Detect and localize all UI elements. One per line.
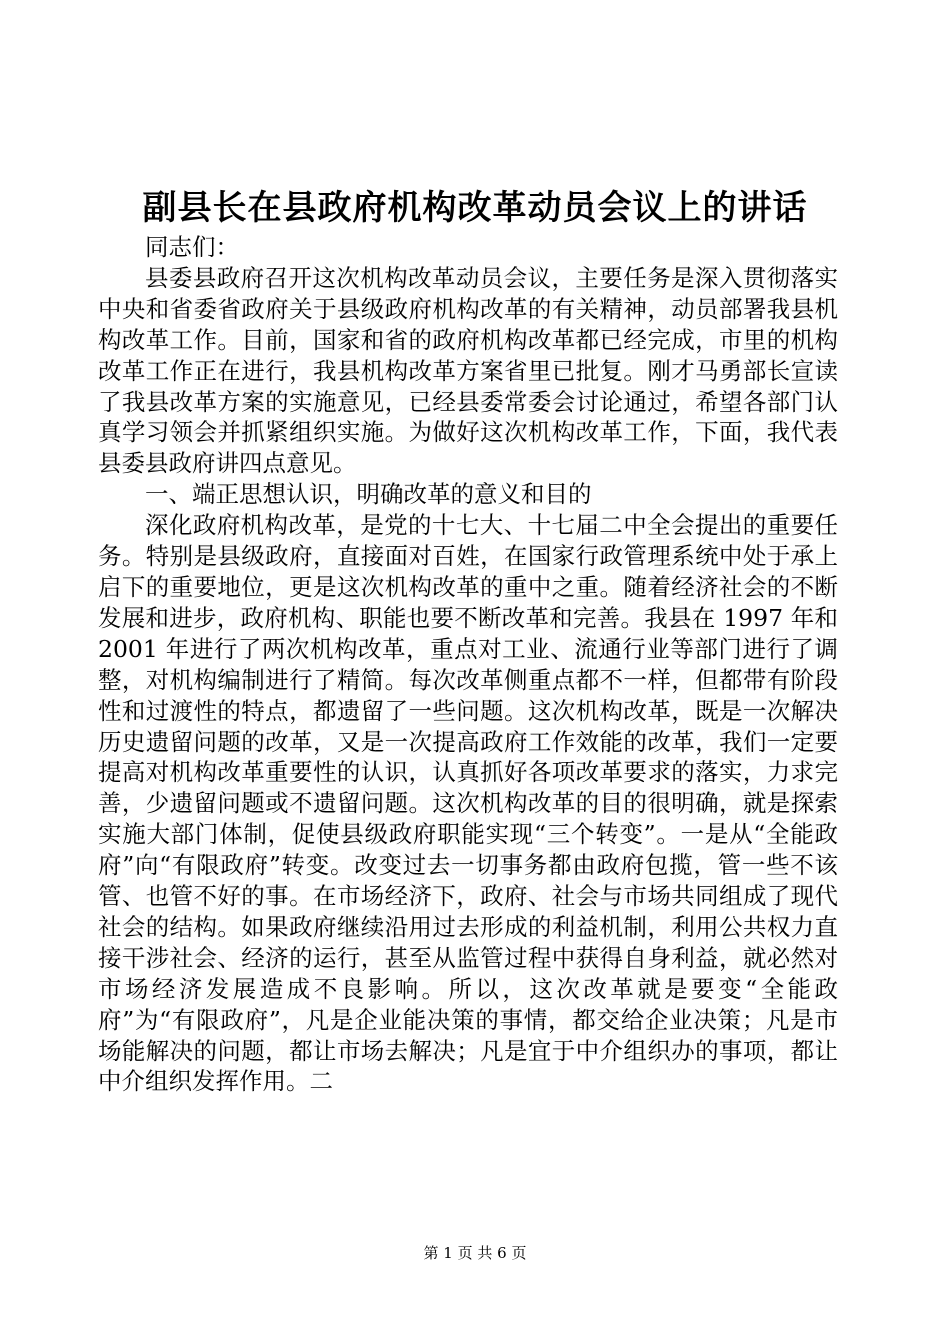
section-paragraph: 深化政府机构改革，是党的十七大、十七届二中全会提出的重要任务。特别是县级政府，直接面对百姓，在国家行政管理系统中处于承上启下的重要地位，更是这次机构改革的重中之重。随着经济社会的不断发展和进步，政府机构、职能也要不断改革和完善。我县在 1997 年和 2001 年进行了两次机构改革，重点对工业、流通行业等部门进行了调整，对机构编制进行了精简。每次改革侧重点都不一样，但都带有阶段性和过渡性的特点，都遗留了一些问题。这次机构改革，既是一次解决历史遗留问题的改革，又是一次提高政府工作效能的改革，我们一定要提高对机构改革重要性的认识，认真抓好各项改革要求的落实，力求完善，少遗留问题或不遗留问题。这次机构改革的目的很明确，就是探索实施大部门体制，促使县级政府职能实现“三个转变”。一是从“全能政府”向“有限政府”转变。改变过去一切事务都由政府包揽，管一些不该管、也管不好的事。在市场经济下，政府、社会与市场共同组成了现代社会的结构。如果政府继续沿用过去形成的利益机制，利用公共权力直接干涉社会、经济的运行，甚至从监管过程中获得自身利益，就必然对市场经济发展造成不良影响。所以，这次改革就是要变“全能政府”为“有限政府”，凡是企业能决策的事情，都交给企业决策；凡是市场能解决的问题，都让市场去解决；凡是宜于中介组织办的事项，都让中介组织发挥作用。二 bbox=[98, 511, 838, 1096]
intro-paragraph: 县委县政府召开这次机构改革动员会议，主要任务是深入贯彻落实中央和省委省政府关于县级政府机构改革的有关精神，动员部署我县机构改革工作。目前，国家和省的政府机构改革都已经完成，市里的机构改革工作正在进行，我县机构改革方案省里已批复。刚才马勇部长宣读了我县改革方案的实施意见，已经县委常委会讨论通过，希望各部门认真学习领会并抓紧组织实施。为做好这次机构改革工作，下面，我代表县委县政府讲四点意见。 bbox=[98, 263, 838, 478]
salutation-paragraph: 同志们： bbox=[145, 233, 239, 261]
section-heading: 一、端正思想认识，明确改革的意义和目的 bbox=[145, 480, 592, 509]
page-number-footer: 第 1 页 共 6 页 bbox=[423, 1244, 527, 1262]
document-title: 副县长在县政府机构改革动员会议上的讲话 bbox=[142, 188, 808, 228]
document-body bbox=[98, 232, 838, 1097]
